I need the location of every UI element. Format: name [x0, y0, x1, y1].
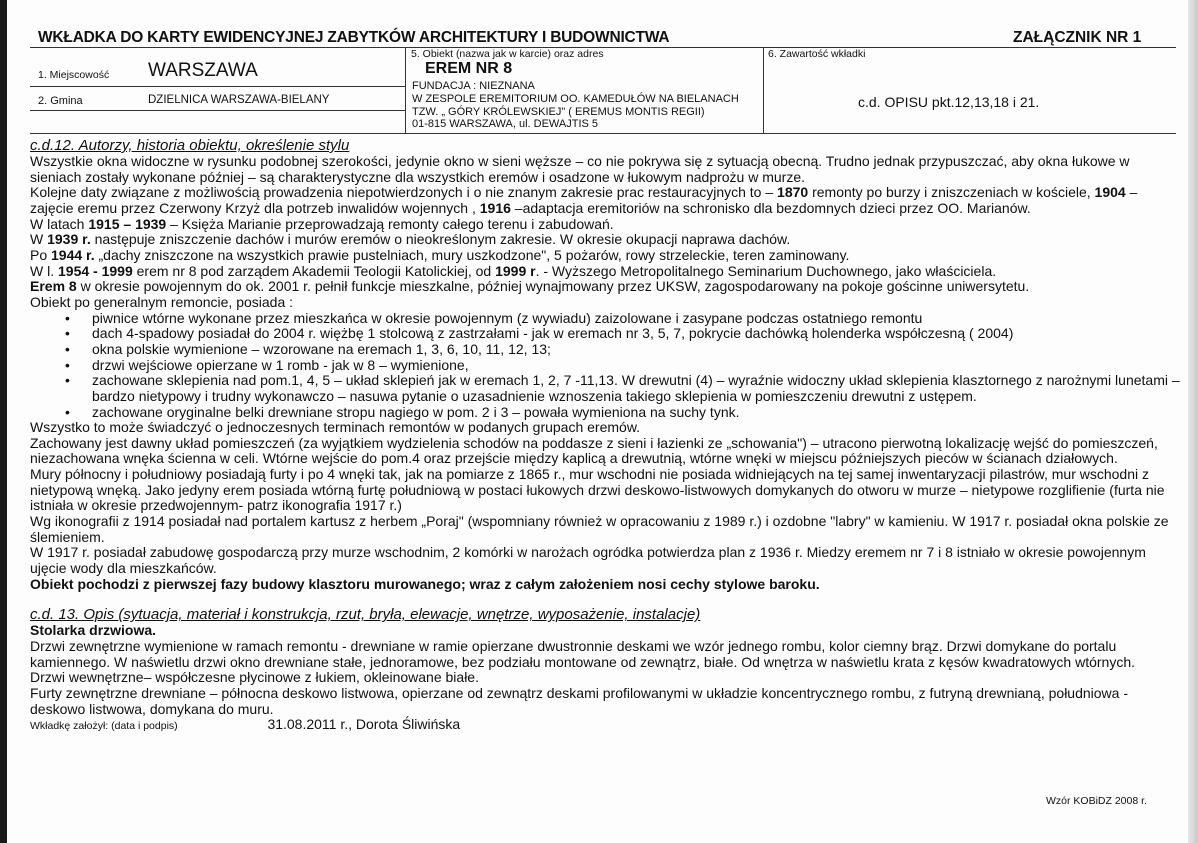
signature-row	[30, 717, 1180, 735]
form-template-note: Wzór KOBiDZ 2008 r.	[1046, 795, 1147, 807]
text-run: następuje zniszczenie dachów i murów eremów o nieokreślonym zakresie. W okresie okupacji naprawa dachów.	[90, 231, 791, 248]
text-run: 1939 r.	[47, 231, 91, 248]
object-line: W ZESPOLE EREMITORIUM OO. KAMEDUŁÓW NA BIELANACH	[412, 92, 739, 105]
text-run: erem nr 8 pod zarządem Akademii Teologii Katolickiej, od	[132, 262, 496, 279]
object-line: FUNDACJA : NIEZNANA	[412, 80, 535, 92]
contents-label: 6. Zawartość wkładki	[768, 48, 866, 60]
paragraph	[30, 295, 1180, 311]
object-address	[412, 80, 739, 131]
commune-value: DZIELNICA WARSZAWA-BIELANY	[148, 94, 330, 106]
section-12-paragraphs	[30, 154, 1180, 311]
text-run: 1915 – 1939	[88, 215, 167, 232]
divider	[763, 48, 764, 134]
text-run: 1904	[1094, 184, 1126, 201]
paragraph	[30, 670, 1180, 686]
text-run: 1954 - 1999	[58, 262, 133, 279]
text-run: 1916	[479, 199, 511, 216]
paragraph	[30, 623, 1180, 639]
paragraph	[30, 264, 1180, 280]
list-item: • okna polskie wymienione – wzorowane na eremach 1, 3, 6, 10, 11, 12, 13;	[92, 342, 1180, 358]
text-run: 1944 r.	[51, 246, 95, 263]
text-run: – Księża Marianie przeprowadzają remonty całego terenu i zabudowań.	[166, 215, 614, 232]
text-run: Stolarka drzwiowa.	[30, 622, 157, 639]
list-item: • zachowane oryginalne belki drewniane stropu nagiego w pom. 2 i 3 – powała wymieniona na suchy tynk.	[92, 405, 1180, 421]
paragraph	[30, 248, 1180, 264]
text-run: Furty zewnętrzne drewniane – północna deskowo listwowa, opierzane od zewnątrz deskami profilowanymi w układzie koncentrycznego rombu, z futryną drewnianą, południowa - deskowo listwowa, domykana do muru.	[30, 685, 1129, 717]
text-run: W	[30, 231, 48, 248]
object-line: TZW. „ GÓRY KRÓLEWSKIEJ" ( EREMUS MONTIS REGII)	[412, 105, 705, 118]
document-title: WKŁADKA DO KARTY EWIDENCYJNEJ ZABYTKÓW ARCHITEKTURY I BUDOWNICTWA	[38, 29, 670, 46]
scan-edge-left	[0, 0, 7, 843]
text-run: „dachy zniszczone na wszystkich prawie pustelniach, mury uszkodzone", 5 pożarów, rowy strzeleckie, teren zaminowany.	[94, 246, 850, 263]
text-run: Drzwi wewnętrzne– współczesne płycinowe z łukiem, okleinowane białe.	[30, 669, 479, 686]
section-13-paragraphs	[30, 623, 1180, 717]
contents-value: c.d. OPISU pkt.12,13,18 i 21.	[858, 94, 1040, 110]
paragraph	[30, 467, 1180, 514]
signature-label: Wkładkę założył: (data i podpis)	[30, 720, 178, 733]
text-run: –adaptacja eremitoriów na schronisko dla bezdomnych dzieci przez OO. Marianów.	[510, 199, 1031, 216]
divider	[405, 48, 406, 134]
text-run: – zajęcie eremu przez Czerwony Krzyż dla potrzeb inwalidów wojennych ,	[30, 184, 1138, 216]
text-run: Obiekt pochodzi z pierwszej fazy budowy klasztoru murowanego; wraz z całym założeniem nosi cechy stylowe baroku.	[30, 575, 820, 592]
text-run: 1999 r	[495, 262, 536, 279]
text-run: Mury północny i południowy posiadają furty i po 4 wnęki tak, jak na pomiarze z 1865 r., mur wschodni nie posiada widniejących na tej samej inwentaryzacji pilastrów, mur wschodni z nietypową wnęką. Jako jedyny erem posiada wtórną furtę południową w postaci łukowych drzwi deskowo-listwowych domykanych do otworu w murze – nietypowe rozglifienie (furta nie istniała w okresie przedwojennym- patrz ikonografia 1917 r.)	[30, 466, 1165, 514]
text-run: Wszystkie okna widoczne w rysunku podobnej szerokości, jedynie okno w sieni węższe – co nie pokrywa się z sytuacją obecną. Trudno jednak przypuszczać, aby okna łukowe w sieniach zostały wykonane później – są charakterystyczne dla wszystkich eremów i osadzone w łukowym nadprożu w murze.	[30, 153, 1130, 185]
text-run: W l.	[30, 262, 58, 279]
section-12-continuation	[30, 420, 1180, 592]
paragraph	[30, 279, 1180, 295]
text-run: remonty po burzy i zniszczeniach w kościele,	[808, 184, 1095, 201]
text-run: W latach	[30, 215, 89, 232]
paragraph	[30, 154, 1180, 185]
paragraph	[30, 577, 1180, 593]
text-run: . - Wyższego Metropolitalnego Seminarium Duchownego, jako właściciela.	[535, 262, 997, 279]
scan-edge-right	[1188, 0, 1198, 843]
signature-value: 31.08.2011 r., Dorota Śliwińska	[267, 716, 461, 733]
section-13-heading: c.d. 13. Opis (sytuacja, materiał i konstrukcja, rzut, bryła, elewacje, wnętrze, wyposażenie, instalacje)	[30, 606, 701, 624]
object-name: EREM NR 8	[425, 60, 513, 77]
text-run: W 1917 r. posiadał zabudowę gospodarczą przy murze wschodnim, 2 komórki w narożach ogródka potwierdza plan z 1936 r. Miedzy eremem nr 7 i 8 istniało w okresie powojennym ujęcie wody dla mieszkańców.	[30, 544, 1146, 577]
document-body	[30, 137, 1180, 735]
object-label: 5. Obiekt (nazwa jak w karcie) oraz adres	[411, 48, 604, 60]
text-run: Erem 8	[30, 278, 77, 295]
text-run: Po	[30, 246, 52, 263]
list-item: • zachowane sklepienia nad pom.1, 4, 5 – układ sklepień jak w eremach 1, 2, 7 -11,13. W drewutni (4) – wyraźnie widoczny układ sklepienia klasztornego z narożnymi lunetami – bardzo nietypowy i trudny wykonawczo – nasuwa pytanie o uzasadnienie wznoszenia takiego sklepienia w pomieszczeniu drewutni z ustępem.	[92, 373, 1180, 404]
paragraph	[30, 217, 1180, 233]
text-run: Zachowany jest dawny układ pomieszczeń (za wyjątkiem wydzielenia schodów na poddasze z sieni i łazienki ze „schowania") – utracono pierwotną lokalizację wejść do pomieszczeń, niezachowana wnęka ścienna w celi. Wtórne wejście do pom.4 oraz przejście między kaplicą a drewutnią, wtórne wnęki w miejscu późniejszych pieców w ścianach działowych.	[30, 434, 1158, 467]
text-run: Obiekt po generalnym remoncie, posiada :	[30, 293, 294, 310]
text-run: 1870	[777, 184, 809, 201]
paragraph	[30, 420, 1180, 436]
paragraph	[30, 232, 1180, 248]
features-list	[30, 311, 1180, 421]
annex-label: ZAŁĄCZNIK NR 1	[1013, 29, 1142, 46]
paragraph	[30, 639, 1180, 670]
text-run: Kolejne daty związane z możliwością prowadzenia niepotwierdzonych i o nie znanym zakresie prac restauracyjnych to –	[30, 184, 778, 201]
divider	[30, 110, 405, 111]
divider	[30, 86, 405, 87]
list-item: • drzwi wejściowe opierzane w 1 romb - jak w 8 – wymienione,	[92, 358, 1180, 374]
locality-label: 1. Miejscowość	[38, 69, 110, 81]
object-line: 01-815 WARSZAWA, ul. DEWAJTIS 5	[412, 118, 599, 131]
section-12-heading: c.d.12. Autorzy, historia obiektu, określenie stylu	[30, 137, 350, 154]
paragraph	[30, 514, 1180, 545]
text-run: w okresie powojennym do ok. 2001 r. pełnił funkcje mieszkalne, później wynajmowany przez UKSW, zagospodarowany na pokoje gościnne uniwersytetu.	[76, 278, 1030, 295]
list-item: • dach 4-spadowy posiadał do 2004 r. więżbę 1 stolcową z zastrzałami - jak w eremach nr 3, 5, 7, pokrycie dachówką holenderka współczesną ( 2004)	[92, 326, 1180, 342]
locality-value: WARSZAWA	[148, 60, 258, 81]
commune-label: 2. Gmina	[38, 95, 83, 107]
text-run: Wszystko to może świadczyć o jednoczesnych terminach remontów w podanych grupach eremów.	[30, 419, 641, 436]
paragraph	[30, 436, 1180, 467]
paragraph	[30, 686, 1180, 717]
list-item: • piwnice wtórne wykonane przez mieszkańca w okresie powojennym (z wywiadu) zaizolowane i zasypane podczas ostatniego remontu	[92, 311, 1180, 327]
paragraph	[30, 185, 1180, 216]
paragraph	[30, 545, 1180, 576]
text-run: Drzwi zewnętrzne wymienione w ramach remontu - drewniane w ramie opierzane dwustronnie deskami we wzór jednego rombu, kolor ciemny brąz. Drzwi domykane do portalu kamiennego. W naświetlu drzwi okno drewniane stałe, jednoramowe, bez podziału montowane od zewnątrz, białe. Od wnętrza w naświetlu krata z kęsów kwadratowych wtórnych.	[30, 638, 1135, 670]
text-run: Wg ikonografii z 1914 posiadał nad portalem kartusz z herbem „Poraj" (wspomniany również w opracowaniu z 1989 r.) i ozdobne "labry" w kamieniu. W 1917 r. posiadał okna polskie ze ślemieniem.	[30, 513, 1169, 545]
divider	[30, 133, 1176, 134]
